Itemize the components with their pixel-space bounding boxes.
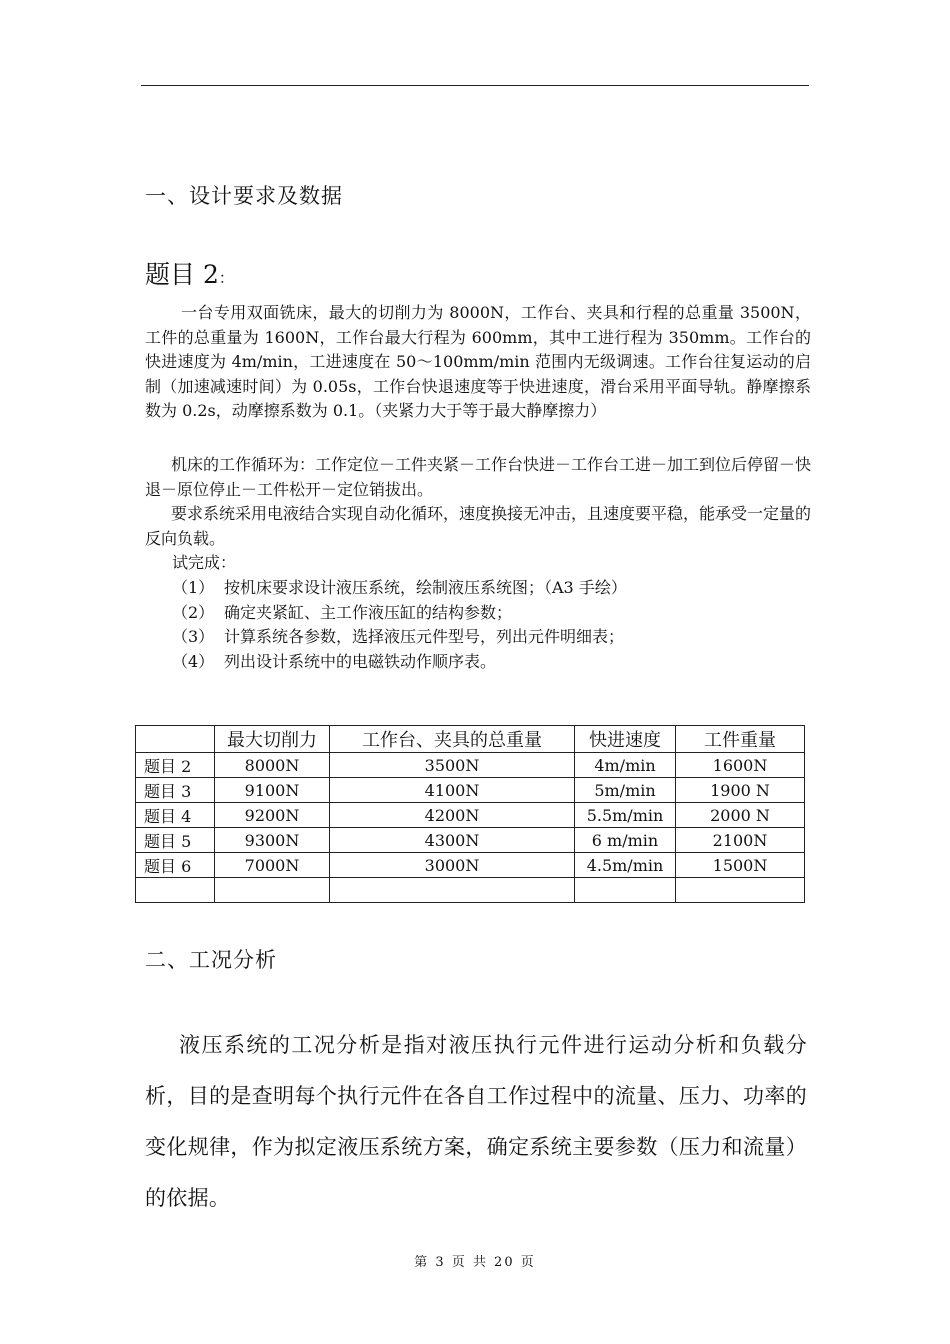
table-cell: 1600N [676,753,805,778]
task-number: （1） [172,578,215,597]
table-header-cell [136,726,215,753]
table-cell: 1900 N [676,778,805,803]
table-cell: 8000N [215,753,330,778]
page-footer: 第 3 页 共 20 页 [414,1255,536,1270]
table-cell: 题目 2 [136,753,215,778]
table-header-cell: 工件重量 [676,726,805,753]
task-item [172,650,496,674]
table-cell: 3500N [330,753,575,778]
table-cell [575,878,676,903]
table-cell: 2000 N [676,803,805,828]
task-number: （2） [172,603,215,622]
table-cell: 7000N [215,853,330,878]
table-row [136,778,805,803]
table-cell: 4.5m/min [575,853,676,878]
task-text: 按机床要求设计液压系统，绘制液压系统图；（A3 手绘） [224,578,627,597]
table-cell: 题目 3 [136,778,215,803]
problem-label: 题目 2 [145,260,219,289]
table-cell: 3000N [330,853,575,878]
analysis-paragraph: 液压系统的工况分析是指对液压执行元件进行运动分析和负载分析，目的是查明每个执行元件在各自工作过程中的流量、压力、功率的变化规律，作为拟定液压系统方案，确定系统主要参数（压力和流量）的依据。 [145,1033,807,1210]
table-row [136,753,805,778]
task-text: 确定夹紧缸、主工作液压缸的结构参数； [224,603,513,622]
table-cell: 9200N [215,803,330,828]
table-row [136,803,805,828]
task-number: （4） [172,652,215,671]
task-item [172,601,512,625]
table-cell: 9100N [215,778,330,803]
table-header-row [136,726,805,753]
table-cell: 2100N [676,828,805,853]
table-cell: 题目 5 [136,828,215,853]
problem-title [145,255,234,291]
table-cell: 4100N [330,778,575,803]
parameters-table [135,725,805,903]
tasks-intro: 试完成： [172,553,237,572]
table-cell: 6 m/min [575,828,676,853]
table-row [136,853,805,878]
section-heading-1: 一、设计要求及数据 [145,184,343,208]
section-heading-2: 二、工况分析 [145,948,277,972]
table-cell: 1500N [676,853,805,878]
table-header-cell: 快进速度 [575,726,676,753]
work-cycle-paragraph: 机床的工作循环为：工作定位－工件夹紧－工作台快进－工作台工进－加工到位后停留－快退－原位停止－工件松开－定位销拔出。 [145,455,812,499]
table-cell: 5.5m/min [575,803,676,828]
table-header-cell: 最大切削力 [215,726,330,753]
task-number: （3） [172,627,215,646]
table-cell [136,878,215,903]
header-rule [141,85,809,86]
task-item [172,576,627,600]
table-row [136,828,805,853]
table-cell [676,878,805,903]
requirements-paragraph: 要求系统采用电液结合实现自动化循环，速度换接无冲击，且速度要平稳，能承受一定量的反向负载。 [145,504,812,548]
table-cell: 4300N [330,828,575,853]
table-cell: 题目 4 [136,803,215,828]
table-cell [330,878,575,903]
table-cell: 9300N [215,828,330,853]
task-item [172,625,624,649]
problem-description: 一台专用双面铣床，最大的切削力为 8000N，工作台、夹具和行程的总重量 3500N，工件的总重量为 1600N，工作台最大行程为 600mm，其中工进行程为 350mm。工作台的快进速度为 4m/min，工进速度在 50～100mm/min 范围内无级调速。工作台往复运动的启制（加速减速时间）为 0.05s，工作台快退速度等于快进速度，滑台采用平面导轨。静摩擦系数为 0.2s，动摩擦系数为 0.1。（夹紧力大于等于最大静摩擦力） [145,303,811,421]
table-cell: 5m/min [575,778,676,803]
table-header-cell: 工作台、夹具的总重量 [330,726,575,753]
table-cell [215,878,330,903]
table-cell: 4m/min [575,753,676,778]
problem-colon: ： [218,269,234,287]
table-row [136,878,805,903]
task-text: 计算系统各参数，选择液压元件型号，列出元件明细表； [224,627,625,646]
table-cell: 4200N [330,803,575,828]
table-cell: 题目 6 [136,853,215,878]
task-text: 列出设计系统中的电磁铁动作顺序表。 [224,652,497,671]
